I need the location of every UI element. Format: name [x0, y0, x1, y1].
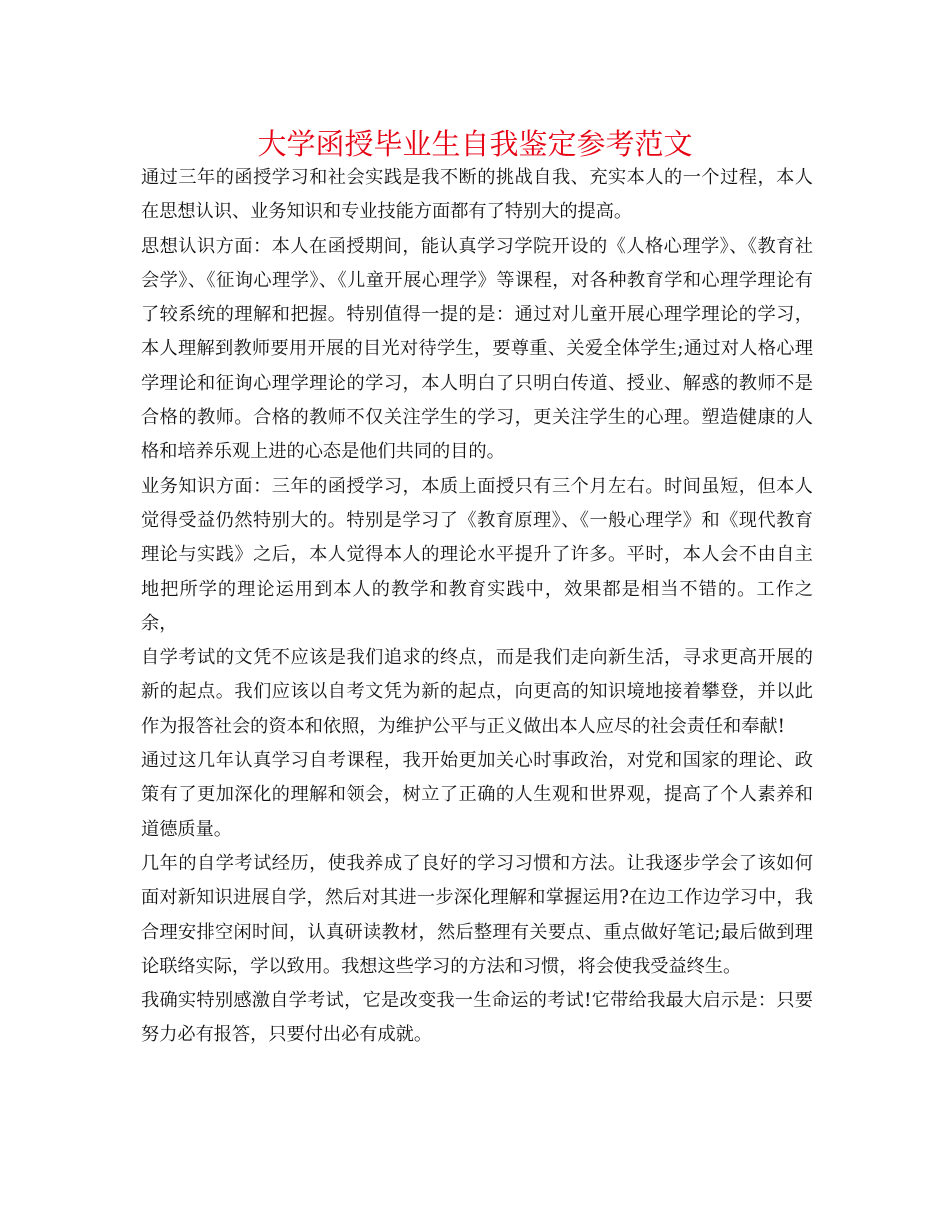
- paragraph-5: 通过这几年认真学习自考课程，我开始更加关心时事政治，对党和国家的理论、政策有了更加深化的理解和领会，树立了正确的人生观和世界观，提高了个人素养和道德质量。: [141, 750, 813, 840]
- paragraph-3: 业务知识方面：三年的函授学习，本质上面授只有三个月左右。时间虽短，但本人觉得受益仍然特别大的。特别是学习了《教育原理》、《一般心理学》和《现代教育理论与实践》之后，本人觉得本人的理论水平提升了许多。平时，本人会不由自主地把所学的理论运用到本人的教学和教育实践中，效果都是相当不错的。工作之余，: [141, 475, 813, 634]
- paragraph-6: 几年的自学考试经历，使我养成了良好的学习习惯和方法。让我逐步学会了该如何面对新知识进展自学，然后对其进一步深化理解和掌握运用?在边工作边学习中，我合理安排空闲时间，认真研读教材，然后整理有关要点、重点做好笔记;最后做到理论联络实际，学以致用。我想这些学习的方法和习惯，将会使我受益终生。: [141, 852, 813, 977]
- paragraph-7: 我确实特别感激自学考试，它是改变我一生命运的考试!它带给我最大启示是：只要努力必有报答，只要付出必有成就。: [141, 990, 813, 1046]
- paragraph-2: 思想认识方面：本人在函授期间，能认真学习学院开设的《人格心理学》、《教育社会学》、《征询心理学》、《儿童开展心理学》等课程，对各种教育学和心理学理论有了较系统的理解和把握。特别值得一提的是：通过对儿童开展心理学理论的学习，本人理解到教师要用开展的目光对待学生，要尊重、关爱全体学生;通过对人格心理学理论和征询心理学理论的学习，本人明白了只明白传道、授业、解惑的教师不是合格的教师。合格的教师不仅关注学生的学习，更关注学生的心理。塑造健康的人格和培养乐观上进的心态是他们共同的目的。: [141, 235, 813, 463]
- paragraph-1: 通过三年的函授学习和社会实践是我不断的挑战自我、充实本人的一个过程，本人在思想认识、业务知识和专业技能方面都有了特别大的提高。: [141, 167, 813, 223]
- document-title: 大学函授毕业生自我鉴定参考范文: [257, 127, 693, 161]
- document-body: [141, 161, 813, 1053]
- paragraph-4: 自学考试的文凭不应该是我们追求的终点，而是我们走向新生活，寻求更高开展的新的起点。我们应该以自考文凭为新的起点，向更高的知识境地接着攀登，并以此作为报答社会的资本和依照，为维护公平与正义做出本人应尽的社会责任和奉献!: [141, 647, 813, 737]
